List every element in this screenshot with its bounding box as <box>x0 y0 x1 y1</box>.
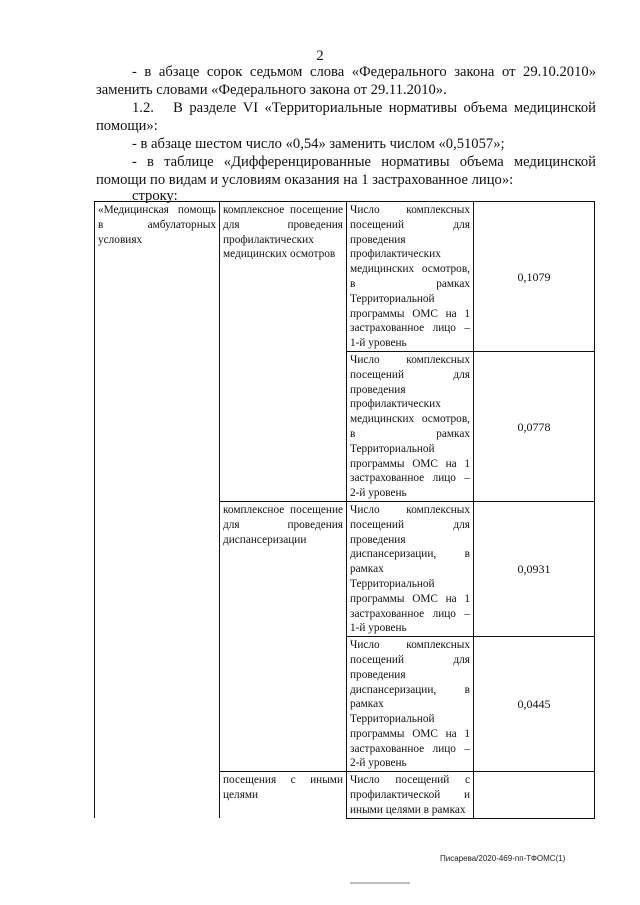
care-type-cell: «Медицинская помощь в амбулаторных условиях <box>95 202 220 819</box>
indicator-cell: Число комплексных посещений для проведения профилактических медицинских осмотров, в рамках Территориальной программы ОМС на 1 застрахованное лицо – 1-й уровень <box>347 202 474 352</box>
paragraph-1: - в абзаце сорок седьмом слова «Федерального закона от 29.10.2010» заменить словами «Федерального закона от 29.11.2010». <box>96 64 596 98</box>
paragraph-2: 1.2. В разделе VI «Территориальные нормативы объема медицинской помощи»: <box>96 100 596 134</box>
indicator-cell: Число комплексных посещений для проведения диспансеризации, в рамках Территориальной программы ОМС на 1 застрахованное лицо – 1-й уровень <box>347 501 474 636</box>
paragraph-3: - в абзаце шестом число «0,54» заменить числом «0,51057»; <box>132 136 505 152</box>
norms-table <box>94 201 595 819</box>
document-footer-code: Писарева/2020-469-пп-ТФОМС(1) <box>440 854 566 863</box>
visit-type-cell: комплексное посещение для проведения профилактических медицинских осмотров <box>220 202 347 502</box>
indicator-cell: Число посещений с профилактической и иными целями в рамках <box>347 772 474 818</box>
indicator-cell: Число комплексных посещений для проведения профилактических медицинских осмотров, в рамках Территориальной программы ОМС на 1 застрахованное лицо – 2-й уровень <box>347 351 474 501</box>
value-cell: 0,0931 <box>474 501 595 636</box>
page-number: 2 <box>316 48 324 64</box>
table-row <box>95 202 595 352</box>
value-cell: 0,0445 <box>474 637 595 772</box>
scan-artifact <box>350 882 410 884</box>
value-cell: 0,0778 <box>474 351 595 501</box>
visit-type-cell: посещения с иными целями <box>220 772 347 818</box>
value-cell <box>474 772 595 818</box>
indicator-cell: Число комплексных посещений для проведения диспансеризации, в рамках Территориальной программы ОМС на 1 застрахованное лицо – 2-й уровень <box>347 637 474 772</box>
visit-type-cell: комплексное посещение для проведения диспансеризации <box>220 501 347 771</box>
paragraph-5: строку: <box>132 188 178 204</box>
paragraph-4: - в таблице «Дифференцированные нормативы объема медицинской помощи по видам и условиям оказания на 1 застрахованное лицо»: <box>96 154 596 188</box>
value-cell: 0,1079 <box>474 202 595 352</box>
